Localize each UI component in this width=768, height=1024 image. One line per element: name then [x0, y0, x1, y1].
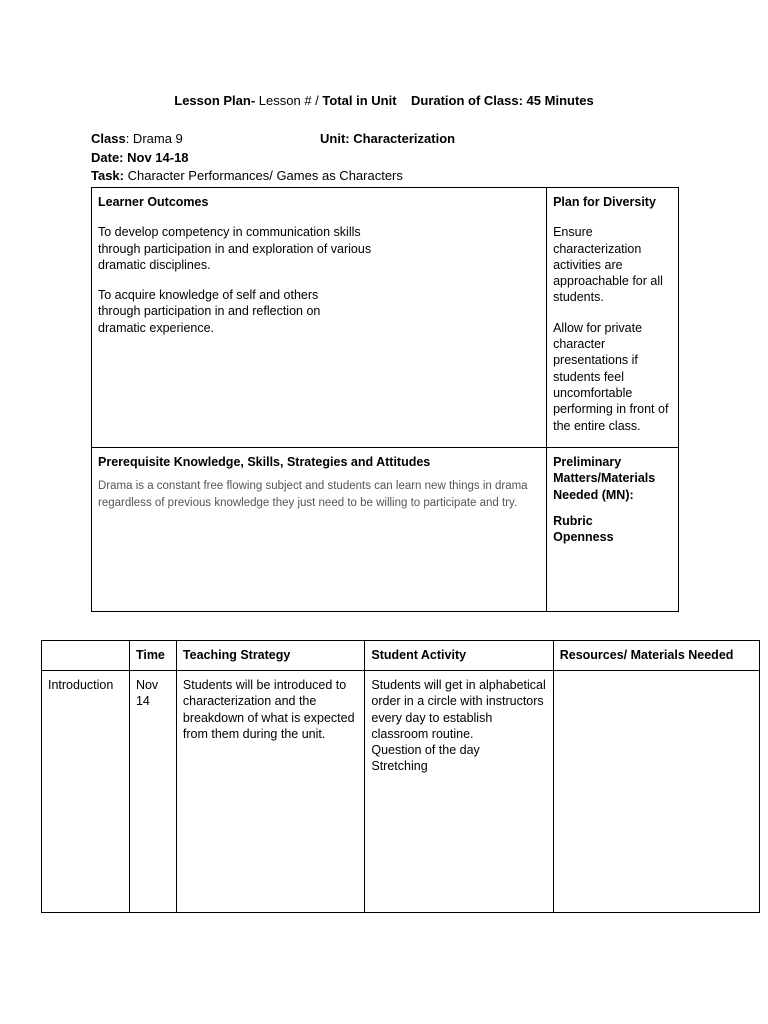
table-row	[42, 671, 760, 913]
preliminary-heading: Preliminary Matters/Materials Needed (MN):	[553, 455, 656, 502]
class-value: : Drama 9	[125, 131, 183, 146]
class-label: Class	[91, 131, 126, 146]
activity-cell	[365, 671, 553, 913]
title-lesson-plan: Lesson Plan-	[174, 93, 256, 108]
diversity-item: Allow for private character presentations if students feel uncomfortable performing in front of the entire class.	[553, 320, 669, 433]
task-label: Task:	[91, 168, 124, 183]
diversity-item: Ensure characterization activities are approachable for all students.	[553, 225, 663, 305]
prerequisite-cell	[92, 448, 547, 612]
task-value: Character Performances/ Games as Characters	[124, 168, 403, 183]
date-line: Date: Nov 14-18	[91, 150, 189, 165]
outcomes-table	[91, 187, 679, 612]
prerequisite-heading: Prerequisite Knowledge, Skills, Strategies and Attitudes	[98, 455, 431, 469]
preliminary-item: Openness	[553, 530, 614, 545]
plan-for-diversity-cell	[547, 188, 679, 448]
header-cell-teaching-strategy: Teaching Strategy	[176, 641, 364, 671]
learner-outcomes-cell	[92, 188, 547, 448]
class-duration: Duration of Class: 45 Minutes	[410, 93, 594, 108]
learner-outcomes-heading: Learner Outcomes	[98, 195, 209, 209]
time-cell: Nov 14	[129, 671, 176, 913]
outcome-item: To develop competency in communication skills through participation in and exploration of various dramatic disciplines.	[98, 225, 372, 272]
unit-line: Unit: Characterization	[320, 131, 456, 146]
class-line	[91, 131, 183, 147]
header-cell-time: Time	[129, 641, 176, 671]
title-lesson-number: Lesson # /	[255, 93, 323, 108]
preliminary-item: Rubric	[553, 513, 593, 528]
schedule-header-row	[42, 641, 760, 671]
header-cell-blank	[42, 641, 130, 671]
activity-line: Question of the day	[371, 743, 480, 758]
lesson-plan-title	[0, 93, 768, 108]
activity-line: Stretching	[371, 759, 428, 774]
preliminary-cell	[547, 448, 679, 612]
plan-for-diversity-heading: Plan for Diversity	[553, 195, 656, 209]
strategy-cell: Students will be introduced to characterization and the breakdown of what is expected from them during the unit.	[176, 671, 364, 913]
title-total-in-unit: Total in Unit	[322, 93, 397, 108]
header-cell-student-activity: Student Activity	[365, 641, 553, 671]
schedule-table	[41, 640, 760, 913]
task-line	[91, 168, 403, 184]
outcome-item: To acquire knowledge of self and others through participation in and reflection on dramatic experience.	[98, 288, 321, 335]
resources-cell	[553, 671, 759, 913]
prerequisite-text: Drama is a constant free flowing subject and students can learn new things in drama regardless of previous knowledge they just need to be willing to participate and try.	[98, 480, 528, 510]
phase-cell: Introduction	[42, 671, 130, 913]
activity-line: Students will get in alphabetical order in a circle with instructors every day to establish classroom routine.	[371, 678, 546, 741]
header-cell-resources: Resources/ Materials Needed	[553, 641, 759, 671]
